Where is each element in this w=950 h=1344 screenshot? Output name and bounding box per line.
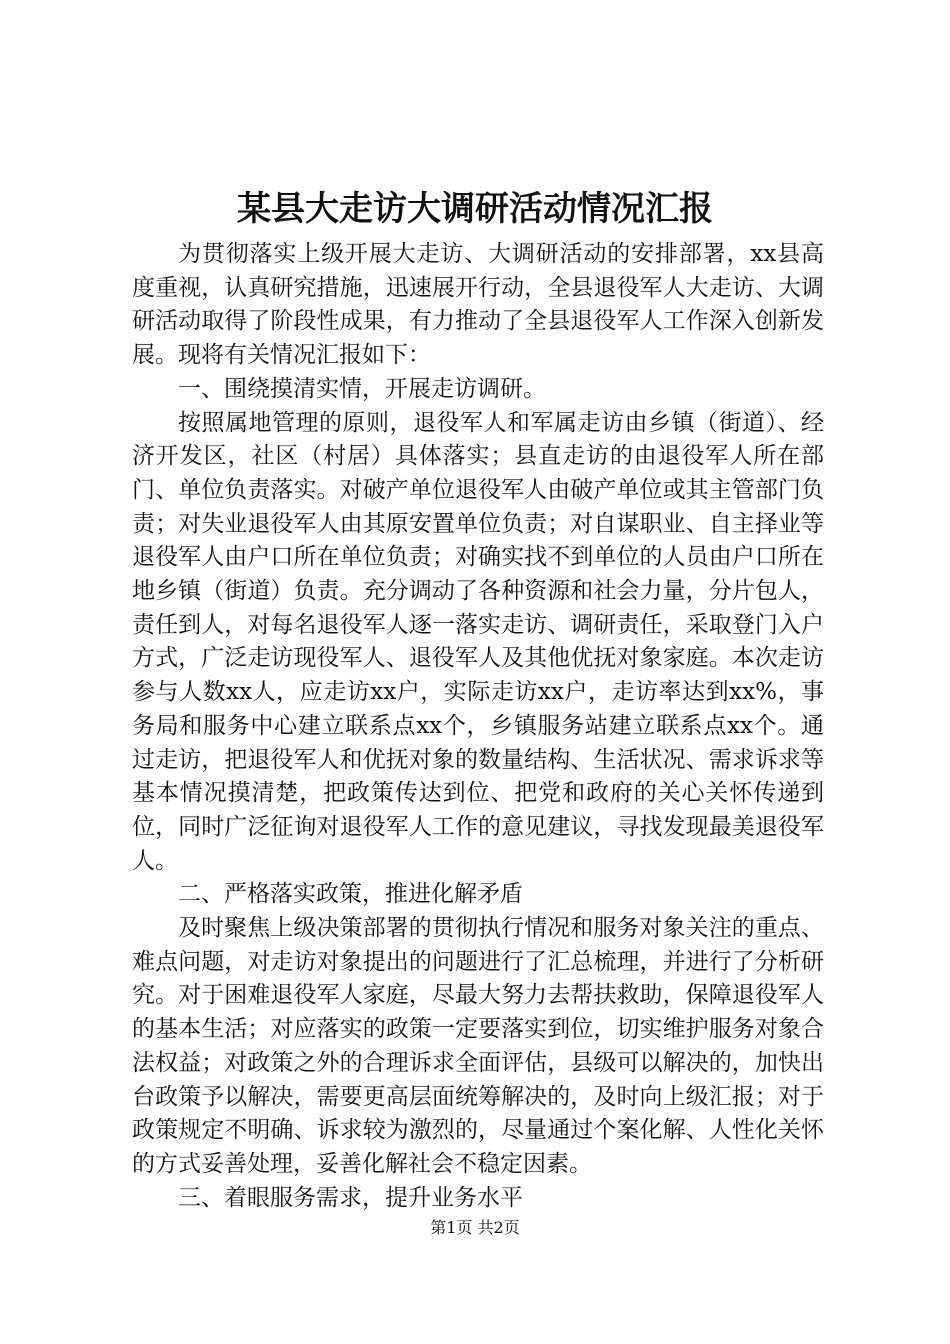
- section-heading-3: 三、着眼服务需求，提升业务水平: [178, 1184, 523, 1211]
- page-number-footer: 第1页 共2页: [430, 1218, 520, 1237]
- intro-paragraph: 为贯彻落实上级开展大走访、大调研活动的安排部署，xx县高度重视，认真研究措施，迅速展开行动，全县退役军人大走访、大调研活动取得了阶段性成果，有力推动了全县退役军人工作深入创新发展。现将有关情况汇报如下：: [132, 241, 824, 369]
- section-heading-1: 一、围绕摸清实情，开展走访调研。: [178, 375, 546, 402]
- document-body: [132, 238, 824, 1215]
- page-title: 某县大走访大调研活动情况汇报: [237, 189, 713, 229]
- section-2-paragraph: 及时聚焦上级决策部署的贯彻执行情况和服务对象关注的重点、难点问题，对走访对象提出的问题进行了汇总梳理，并进行了分析研究。对于困难退役军人家庭，尽最大努力去帮扶救助，保障退役军人的基本生活；对应落实的政策一定要落实到位，切实维护服务对象合法权益；对政策之外的合理诉求全面评估，县级可以解决的，加快出台政策予以解决，需要更高层面统筹解决的，及时向上级汇报；对于政策规定不明确、诉求较为激烈的，尽量通过个案化解、人性化关怀的方式妥善处理，妥善化解社会不稳定因素。: [132, 915, 824, 1177]
- section-heading-2: 二、严格落实政策，推进化解矛盾: [178, 881, 523, 908]
- section-1-paragraph: 按照属地管理的原则，退役军人和军属走访由乡镇（街道）、经济开发区，社区（村居）具体落实；县直走访的由退役军人所在部门、单位负责落实。对破产单位退役军人由破产单位或其主管部门负责；对失业退役军人由其原安置单位负责；对自谋职业、自主择业等退役军人由户口所在单位负责；对确实找不到单位的人员由户口所在地乡镇（街道）负责。充分调动了各种资源和社会力量，分片包人，责任到人，对每名退役军人逐一落实走访、调研责任，采取登门入户方式，广泛走访现役军人、退役军人及其他优抚对象家庭。本次走访参与人数xx人，应走访xx户，实际走访xx户，走访率达到xx%，事务局和服务中心建立联系点xx个，乡镇服务站建立联系点xx个。通过走访，把退役军人和优抚对象的数量结构、生活状况、需求诉求等基本情况摸清楚，把政策传达到位、把党和政府的关心关怀传递到位，同时广泛征询对退役军人工作的意见建议，寻找发现最美退役军人。: [132, 409, 824, 874]
